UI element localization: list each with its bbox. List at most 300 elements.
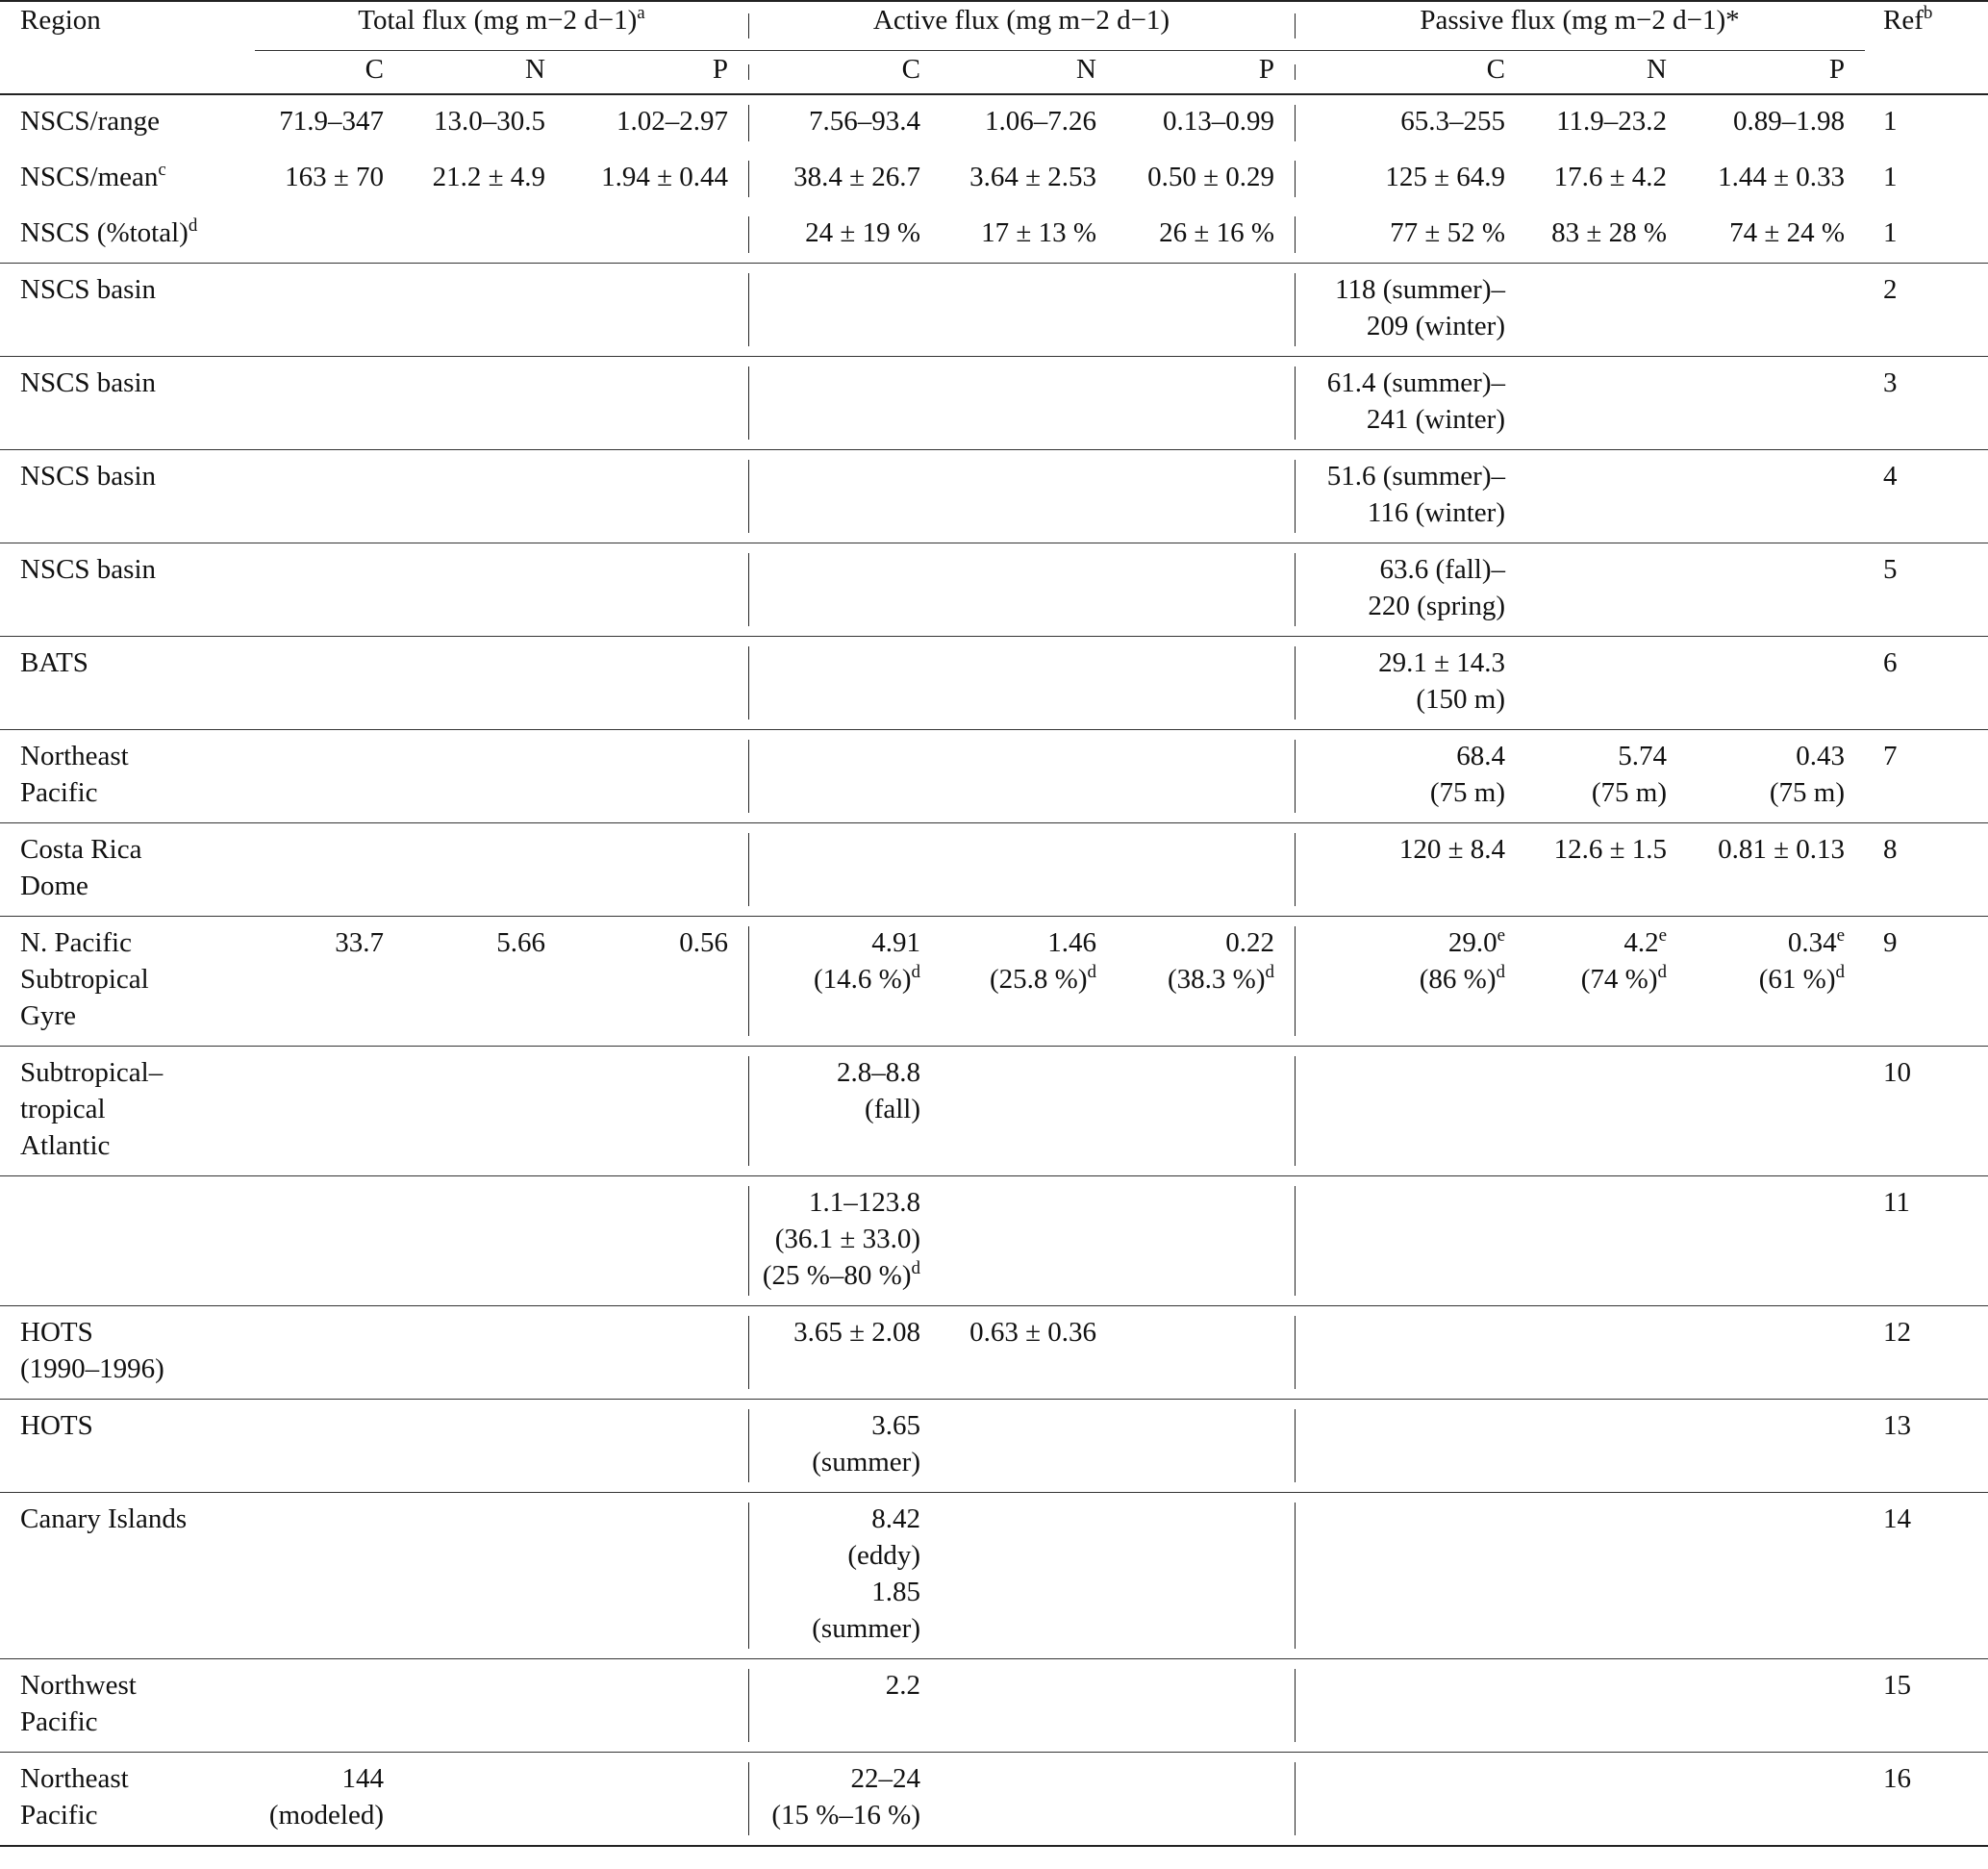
cell-active-c	[748, 1047, 941, 1176]
table-row	[0, 1659, 1988, 1753]
ref-cell	[1865, 917, 1988, 1047]
cell-active-p	[1117, 730, 1295, 823]
cell-total-c	[255, 1753, 404, 1847]
cell-text: 33.7	[335, 927, 384, 958]
cell-passive-c	[1295, 94, 1525, 151]
cell-text: 125 ± 64.9	[1385, 162, 1505, 192]
cell-passive-p	[1687, 264, 1865, 357]
subheader-total-n: N	[525, 54, 545, 85]
cell-active-n	[941, 1047, 1117, 1176]
ref-cell	[1865, 94, 1988, 151]
cell-total-n	[404, 1176, 566, 1306]
cell-passive-p	[1687, 823, 1865, 917]
cell-text: 65.3–255	[1400, 106, 1505, 137]
cell-total-n	[404, 637, 566, 730]
cell-active-p	[1117, 151, 1295, 207]
cell-passive-n	[1525, 823, 1687, 917]
cell-text: 209 (winter)	[1366, 311, 1505, 341]
cell-text: 1.85	[871, 1577, 920, 1607]
cell-active-c	[748, 823, 941, 917]
cell-text: 118 (summer)–	[1335, 274, 1505, 305]
cell-text: 12	[1883, 1317, 1911, 1348]
cell-active-n	[941, 637, 1117, 730]
cell-active-c	[748, 357, 941, 450]
cell-passive-p	[1687, 1176, 1865, 1306]
cell-total-n	[404, 450, 566, 543]
cell-active-n	[941, 1400, 1117, 1493]
cell-text: 51.6 (summer)–	[1326, 461, 1505, 492]
cell-text: 0.43	[1796, 741, 1845, 771]
cell-total-p	[566, 1306, 748, 1400]
ref-cell	[1865, 1306, 1988, 1400]
cell-total-c	[255, 1400, 404, 1493]
cell-passive-n	[1525, 94, 1687, 151]
cell-text: 29.1 ± 14.3	[1378, 647, 1505, 678]
cell-text: 9	[1883, 927, 1898, 958]
cell-text: 29.0e	[1447, 925, 1505, 958]
cell-text: 17.6 ± 4.2	[1553, 162, 1667, 192]
ref-cell	[1865, 1493, 1988, 1659]
cell-passive-p	[1687, 1306, 1865, 1400]
cell-text: Northeast	[20, 1763, 129, 1794]
cell-passive-p	[1687, 730, 1865, 823]
cell-total-c	[255, 1493, 404, 1659]
region-cell	[0, 823, 255, 917]
cell-text: 1.94 ± 0.44	[601, 162, 728, 192]
cell-total-p	[566, 1659, 748, 1753]
cell-total-c	[255, 543, 404, 637]
cell-total-n	[404, 207, 566, 264]
cell-text: 13	[1883, 1410, 1911, 1441]
cell-active-p	[1117, 1493, 1295, 1659]
table-row	[0, 264, 1988, 357]
region-cell	[0, 151, 255, 207]
cell-text: 8	[1883, 834, 1898, 865]
cell-total-c	[255, 823, 404, 917]
cell-passive-n	[1525, 1176, 1687, 1306]
cell-passive-n	[1525, 450, 1687, 543]
subheader-passive-n: N	[1647, 54, 1667, 85]
cell-total-c	[255, 94, 404, 151]
cell-passive-n	[1525, 357, 1687, 450]
cell-total-n	[404, 917, 566, 1047]
cell-total-p	[566, 1400, 748, 1493]
cell-text: 16	[1883, 1763, 1911, 1794]
cell-total-p	[566, 637, 748, 730]
cell-passive-n	[1525, 207, 1687, 264]
cell-total-n	[404, 1047, 566, 1176]
cell-text: 7	[1883, 741, 1898, 771]
cell-passive-n	[1525, 543, 1687, 637]
cell-text: 10	[1883, 1057, 1911, 1088]
cell-active-n	[941, 1753, 1117, 1847]
cell-text: (75 m)	[1429, 777, 1505, 808]
cell-text: 38.4 ± 26.7	[793, 162, 920, 192]
ref-cell	[1865, 1659, 1988, 1753]
cell-active-n	[941, 543, 1117, 637]
table-row	[0, 450, 1988, 543]
cell-total-p	[566, 450, 748, 543]
cell-total-p	[566, 730, 748, 823]
cell-active-c	[748, 730, 941, 823]
cell-passive-c	[1295, 357, 1525, 450]
cell-total-c	[255, 730, 404, 823]
table-row	[0, 1400, 1988, 1493]
cell-active-c	[748, 450, 941, 543]
cell-text: (61 %)$^d$	[1758, 962, 1845, 995]
cell-active-c	[748, 1306, 941, 1400]
subheader-active-n: N	[1076, 54, 1096, 85]
ref-cell	[1865, 264, 1988, 357]
cell-total-c	[255, 264, 404, 357]
cell-passive-n	[1525, 917, 1687, 1047]
cell-text: 120 ± 8.4	[1398, 834, 1505, 865]
cell-active-n	[941, 151, 1117, 207]
cell-active-p	[1117, 357, 1295, 450]
cell-total-n	[404, 543, 566, 637]
cell-passive-p	[1687, 1659, 1865, 1753]
cell-passive-c	[1295, 1306, 1525, 1400]
cell-passive-c	[1295, 1753, 1525, 1847]
cell-total-n	[404, 1753, 566, 1847]
cell-total-p	[566, 1753, 748, 1847]
cell-text: (86 %)$^d$	[1419, 962, 1505, 995]
table-row	[0, 207, 1988, 264]
cell-active-c	[748, 917, 941, 1047]
table-row	[0, 730, 1988, 823]
cell-active-n	[941, 450, 1117, 543]
cell-text: HOTS	[20, 1317, 93, 1348]
cell-text: 0.50 ± 0.29	[1147, 162, 1274, 192]
cell-active-p	[1117, 637, 1295, 730]
cell-text: 13.0–30.5	[434, 106, 545, 137]
cell-passive-p	[1687, 637, 1865, 730]
cell-passive-p	[1687, 1047, 1865, 1176]
cell-text: Gyre	[20, 1000, 76, 1031]
cell-passive-p	[1687, 1493, 1865, 1659]
cell-text: 1	[1883, 162, 1898, 192]
cell-text: 5.66	[496, 927, 545, 958]
cell-text: 1.06–7.26	[985, 106, 1096, 137]
cell-text: 2.2	[885, 1670, 920, 1701]
cell-total-p	[566, 207, 748, 264]
cell-text: 15	[1883, 1670, 1911, 1701]
cell-total-p	[566, 543, 748, 637]
cell-text: 4.2e	[1623, 925, 1667, 958]
region-cell	[0, 1176, 255, 1306]
cell-passive-c	[1295, 1493, 1525, 1659]
cell-passive-c	[1295, 264, 1525, 357]
cell-text: 74 ± 24 %	[1729, 217, 1845, 248]
table-row	[0, 823, 1988, 917]
cell-active-p	[1117, 450, 1295, 543]
cell-active-c	[748, 1400, 941, 1493]
region-cell	[0, 730, 255, 823]
cell-total-p	[566, 823, 748, 917]
cell-active-n	[941, 207, 1117, 264]
cell-text: (38.3 %)$^d$	[1168, 962, 1274, 995]
cell-active-c	[748, 264, 941, 357]
cell-text: (25 %–80 %)$^d$	[762, 1258, 920, 1291]
cell-passive-c	[1295, 450, 1525, 543]
cell-passive-p	[1687, 1753, 1865, 1847]
cell-text: 0.56	[679, 927, 728, 958]
cell-text: 22–24	[850, 1763, 920, 1794]
cell-total-n	[404, 151, 566, 207]
cell-total-c	[255, 151, 404, 207]
cell-total-c	[255, 1306, 404, 1400]
cell-text: 1.46	[1047, 927, 1096, 958]
cell-passive-c	[1295, 1400, 1525, 1493]
cell-text: 6	[1883, 647, 1898, 678]
cell-text: (150 m)	[1416, 684, 1505, 715]
cell-active-p	[1117, 1306, 1295, 1400]
region-cell	[0, 1753, 255, 1847]
cell-text: Pacific	[20, 1800, 98, 1831]
cell-text: NSCS/range	[20, 106, 160, 137]
cell-active-c	[748, 151, 941, 207]
cell-total-n	[404, 1400, 566, 1493]
table-row	[0, 917, 1988, 1047]
cell-active-p	[1117, 823, 1295, 917]
cell-total-c	[255, 1659, 404, 1753]
region-cell	[0, 1047, 255, 1176]
cell-total-p	[566, 264, 748, 357]
cell-text: 7.56–93.4	[809, 106, 920, 137]
region-cell	[0, 1659, 255, 1753]
cell-text: (summer)	[812, 1613, 920, 1644]
cell-text: NSCS basin	[20, 461, 157, 492]
cell-passive-c	[1295, 823, 1525, 917]
cell-passive-c	[1295, 730, 1525, 823]
cell-total-n	[404, 730, 566, 823]
table-row	[0, 543, 1988, 637]
cell-total-n	[404, 1659, 566, 1753]
cell-passive-c	[1295, 151, 1525, 207]
cell-text: 4.91	[871, 927, 920, 958]
cell-active-c	[748, 1659, 941, 1753]
cell-passive-n	[1525, 264, 1687, 357]
cell-text: NSCS (%total)$^d$	[20, 215, 198, 248]
cell-passive-c	[1295, 637, 1525, 730]
table-body	[0, 94, 1988, 1846]
region-cell	[0, 917, 255, 1047]
ref-cell	[1865, 1753, 1988, 1847]
cell-text: Pacific	[20, 777, 98, 808]
cell-active-p	[1117, 1659, 1295, 1753]
ref-cell	[1865, 450, 1988, 543]
cell-active-c	[748, 1493, 941, 1659]
table-row	[0, 1306, 1988, 1400]
cell-text: (fall)	[865, 1094, 920, 1124]
cell-text: 241 (winter)	[1366, 404, 1505, 435]
cell-text: 12.6 ± 1.5	[1553, 834, 1667, 865]
region-header: Region	[20, 5, 101, 36]
cell-text: 61.4 (summer)–	[1326, 367, 1505, 398]
cell-text: 17 ± 13 %	[981, 217, 1096, 248]
cell-total-n	[404, 823, 566, 917]
cell-text: 68.4	[1456, 741, 1505, 771]
cell-text: Northeast	[20, 741, 129, 771]
cell-passive-n	[1525, 637, 1687, 730]
passive-flux-header: Passive flux (mg m−2 d−1)*	[1295, 1, 1865, 51]
cell-passive-p	[1687, 151, 1865, 207]
cell-text: (eddy)	[847, 1540, 920, 1571]
cell-text: 0.34e	[1787, 925, 1845, 958]
region-cell	[0, 637, 255, 730]
subheader-active-p: P	[1258, 54, 1274, 85]
region-cell	[0, 207, 255, 264]
cell-passive-n	[1525, 1659, 1687, 1753]
ref-cell	[1865, 730, 1988, 823]
cell-active-n	[941, 1176, 1117, 1306]
cell-total-n	[404, 1306, 566, 1400]
cell-text: 14	[1883, 1503, 1911, 1534]
cell-text: (25.8 %)$^d$	[990, 962, 1096, 995]
cell-text: 220 (spring)	[1368, 591, 1505, 621]
cell-text: 1.44 ± 0.33	[1718, 162, 1845, 192]
cell-text: 2.8–8.8	[837, 1057, 920, 1088]
active-flux-header: Active flux (mg m−2 d−1)	[748, 1, 1295, 51]
cell-passive-p	[1687, 543, 1865, 637]
cell-text: 3	[1883, 367, 1898, 398]
ref-cell	[1865, 151, 1988, 207]
cell-total-c	[255, 1047, 404, 1176]
cell-text: Dome	[20, 871, 88, 901]
cell-text: HOTS	[20, 1410, 93, 1441]
table-row	[0, 1047, 1988, 1176]
region-cell	[0, 543, 255, 637]
total-flux-header: Total flux (mg m−2 d−1)$^a$	[255, 1, 748, 51]
cell-text: (74 %)$^d$	[1580, 962, 1667, 995]
cell-active-n	[941, 1493, 1117, 1659]
cell-total-p	[566, 1176, 748, 1306]
cell-passive-c	[1295, 1047, 1525, 1176]
region-cell	[0, 94, 255, 151]
cell-total-p	[566, 1493, 748, 1659]
cell-text: 26 ± 16 %	[1159, 217, 1274, 248]
cell-active-n	[941, 1659, 1117, 1753]
cell-active-c	[748, 1753, 941, 1847]
table-row	[0, 357, 1988, 450]
subheader-active-c: C	[748, 51, 941, 95]
table-row	[0, 1753, 1988, 1847]
cell-total-c	[255, 637, 404, 730]
cell-text: (75 m)	[1591, 777, 1667, 808]
region-cell	[0, 264, 255, 357]
cell-passive-p	[1687, 94, 1865, 151]
cell-text: 77 ± 52 %	[1390, 217, 1505, 248]
cell-active-p	[1117, 264, 1295, 357]
cell-text: 5	[1883, 554, 1898, 585]
cell-passive-p	[1687, 207, 1865, 264]
cell-total-c	[255, 917, 404, 1047]
cell-text: 1	[1883, 217, 1898, 248]
cell-text: NSCS/mean$^c$	[20, 160, 166, 192]
cell-text: 5.74	[1618, 741, 1667, 771]
cell-active-c	[748, 1176, 941, 1306]
ref-header: Ref$^b$	[1883, 3, 1933, 36]
cell-active-c	[748, 207, 941, 264]
cell-total-p	[566, 917, 748, 1047]
cell-passive-n	[1525, 1400, 1687, 1493]
cell-total-c	[255, 450, 404, 543]
ref-cell	[1865, 207, 1988, 264]
cell-active-n	[941, 730, 1117, 823]
subheader-total-c: C	[365, 54, 384, 85]
cell-text: (summer)	[812, 1447, 920, 1478]
cell-text: NSCS basin	[20, 367, 157, 398]
cell-text: BATS	[20, 647, 88, 678]
ref-cell	[1865, 823, 1988, 917]
cell-active-c	[748, 543, 941, 637]
cell-passive-n	[1525, 151, 1687, 207]
cell-text: 11	[1883, 1187, 1910, 1218]
cell-total-p	[566, 1047, 748, 1176]
cell-passive-n	[1525, 1306, 1687, 1400]
cell-text: 4	[1883, 461, 1898, 492]
cell-text: (14.6 %)$^d$	[814, 962, 920, 995]
ref-cell	[1865, 543, 1988, 637]
cell-active-p	[1117, 1753, 1295, 1847]
cell-total-p	[566, 151, 748, 207]
cell-passive-p	[1687, 450, 1865, 543]
cell-active-p	[1117, 917, 1295, 1047]
cell-text: 24 ± 19 %	[805, 217, 920, 248]
cell-active-n	[941, 264, 1117, 357]
cell-total-n	[404, 264, 566, 357]
cell-active-c	[748, 637, 941, 730]
ref-cell	[1865, 1047, 1988, 1176]
cell-passive-c	[1295, 1176, 1525, 1306]
cell-passive-c	[1295, 917, 1525, 1047]
cell-active-p	[1117, 543, 1295, 637]
cell-text: 0.81 ± 0.13	[1718, 834, 1845, 865]
cell-text: (36.1 ± 33.0)	[774, 1224, 920, 1254]
subheader-passive-p: P	[1828, 54, 1845, 85]
cell-text: 71.9–347	[279, 106, 384, 137]
cell-text: (1990–1996)	[20, 1353, 164, 1384]
subheader-row	[0, 51, 1988, 95]
table-row	[0, 637, 1988, 730]
cell-passive-p	[1687, 1400, 1865, 1493]
cell-text: 2	[1883, 274, 1898, 305]
cell-passive-p	[1687, 917, 1865, 1047]
cell-total-n	[404, 357, 566, 450]
cell-text: 8.42	[871, 1503, 920, 1534]
region-cell	[0, 1493, 255, 1659]
ref-cell	[1865, 1176, 1988, 1306]
cell-active-n	[941, 94, 1117, 151]
subheader-total-p: P	[712, 54, 728, 85]
cell-passive-n	[1525, 730, 1687, 823]
cell-text: 3.64 ± 2.53	[969, 162, 1096, 192]
cell-active-p	[1117, 1176, 1295, 1306]
table-row	[0, 151, 1988, 207]
cell-text: 0.22	[1225, 927, 1274, 958]
cell-active-n	[941, 1306, 1117, 1400]
cell-text: 0.63 ± 0.36	[969, 1317, 1096, 1348]
cell-text: (15 %–16 %)	[771, 1800, 920, 1831]
region-cell	[0, 450, 255, 543]
ref-cell	[1865, 357, 1988, 450]
region-cell	[0, 357, 255, 450]
cell-text: 1.02–2.97	[617, 106, 728, 137]
cell-text: 3.65	[871, 1410, 920, 1441]
cell-text: NSCS basin	[20, 274, 157, 305]
header-row	[0, 1, 1988, 51]
cell-text: Costa Rica	[20, 834, 142, 865]
